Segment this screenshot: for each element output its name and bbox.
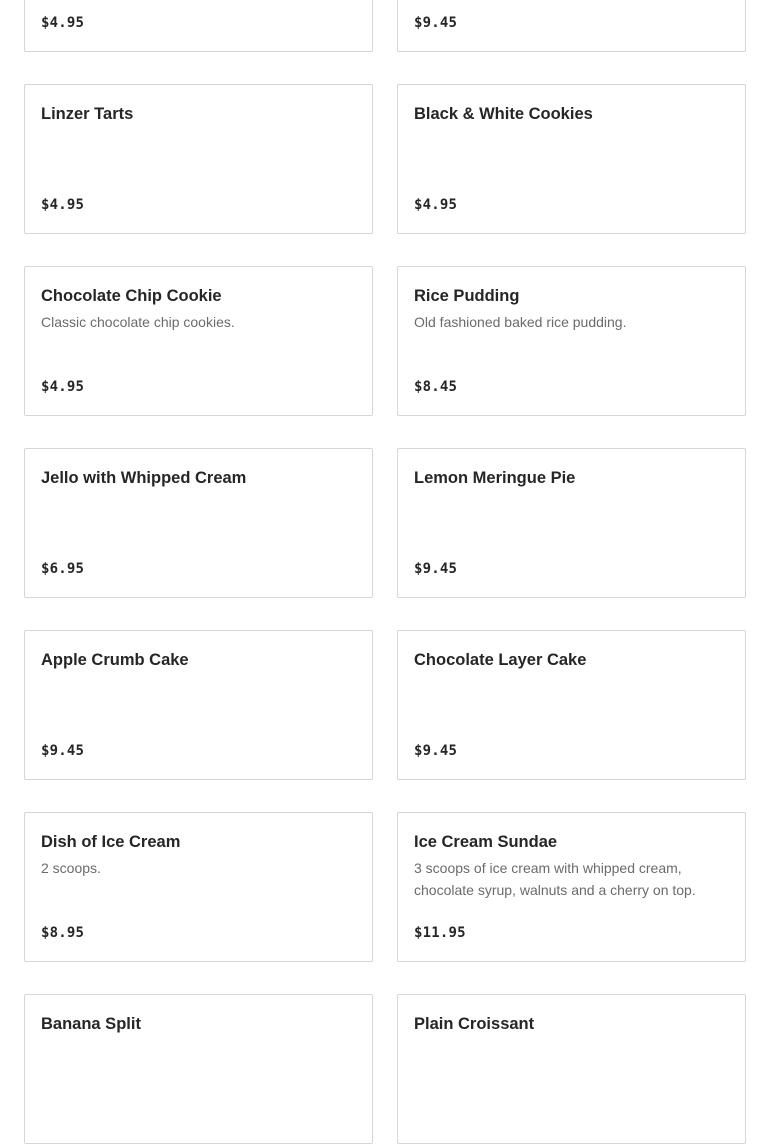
menu-item-name: Ice Cream Sundae [414, 833, 558, 851]
menu-item-price: $9.45 [414, 561, 458, 577]
menu-item-card[interactable] [24, 0, 373, 52]
menu-item-card[interactable] [24, 448, 373, 598]
menu-item-name: Dish of Ice Cream [41, 833, 181, 851]
menu-item-price: $8.45 [414, 379, 458, 395]
menu-item-card[interactable] [397, 0, 746, 52]
menu-item-name: Lemon Meringue Pie [414, 469, 576, 487]
menu-item-name: Rice Pudding [414, 287, 520, 305]
menu-item-name: Plain Croissant [414, 1015, 535, 1033]
menu-item-description: 2 scoops. [41, 860, 101, 876]
menu-item-card[interactable] [24, 812, 373, 962]
menu-items-grid [24, 0, 746, 1144]
menu-item-card[interactable] [397, 266, 746, 416]
menu-item-card[interactable] [24, 630, 373, 780]
menu-item-card[interactable] [24, 266, 373, 416]
menu-item-name: Linzer Tarts [41, 105, 134, 123]
menu-item-price: $9.45 [41, 743, 85, 759]
menu-item-price: $4.95 [41, 379, 85, 395]
menu-item-card[interactable] [24, 84, 373, 234]
menu-item-card[interactable] [397, 630, 746, 780]
menu-item-price: $6.95 [41, 561, 85, 577]
menu-item-card[interactable] [397, 84, 746, 234]
menu-item-price: $4.95 [41, 197, 85, 213]
menu-item-card[interactable] [397, 812, 746, 962]
menu-item-name: Jello with Whipped Cream [41, 469, 247, 487]
menu-item-name: Chocolate Chip Cookie [41, 287, 222, 305]
menu-item-name: Black & White Cookies [414, 105, 593, 123]
menu-item-name: Banana Split [41, 1015, 141, 1033]
menu-item-description: Classic chocolate chip cookies. [41, 314, 235, 330]
menu-item-price: $4.95 [414, 197, 458, 213]
menu-item-card[interactable] [397, 994, 746, 1144]
menu-item-card[interactable] [397, 448, 746, 598]
menu-item-price: $4.95 [41, 15, 85, 31]
menu-item-description: 3 scoops of ice cream with whipped cream, chocolate syrup, walnuts and a cherry on top. [414, 860, 696, 898]
menu-item-name: Chocolate Layer Cake [414, 651, 587, 669]
menu-item-price: $11.95 [414, 925, 466, 941]
menu-item-price: $9.45 [414, 743, 458, 759]
menu-item-name: Apple Crumb Cake [41, 651, 189, 669]
menu-item-price: $8.95 [41, 925, 85, 941]
menu-item-price: $9.45 [414, 15, 458, 31]
menu-item-card[interactable] [24, 994, 373, 1144]
menu-item-description: Old fashioned baked rice pudding. [414, 314, 627, 330]
